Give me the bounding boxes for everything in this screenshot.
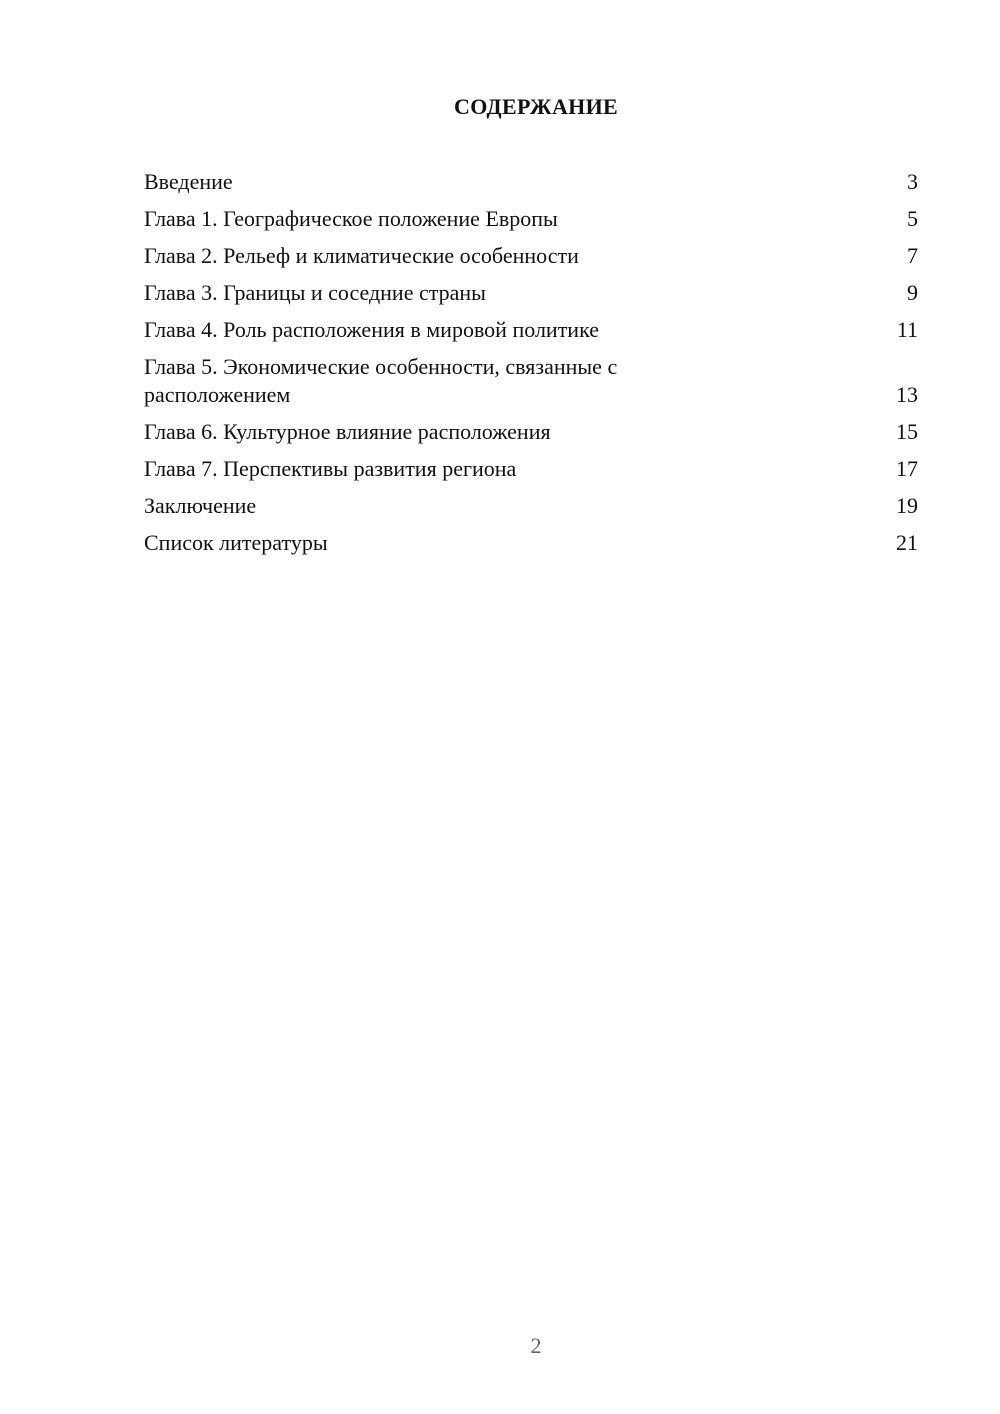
toc-entry-title: Глава 2. Рельеф и климатические особенности [144, 243, 579, 268]
toc-entry-chapter-7[interactable] [144, 455, 918, 483]
toc-entry-title: Глава 3. Границы и соседние страны [144, 280, 486, 305]
toc-entry-page: 17 [896, 456, 918, 481]
toc-entry-title: Глава 6. Культурное влияние расположения [144, 419, 551, 444]
toc-entry-chapter-2[interactable] [144, 242, 918, 270]
toc-entry-page: 15 [896, 419, 918, 444]
toc-entry-title: Введение [144, 169, 233, 194]
toc-entry-page: 21 [896, 530, 918, 555]
toc-entry-title: Глава 1. Географическое положение Европы [144, 206, 558, 231]
page-title: СОДЕРЖАНИЕ [454, 94, 618, 119]
toc-entry-page: 3 [907, 169, 918, 194]
toc-entry-page: 9 [907, 280, 918, 305]
toc-entry-title: Список литературы [144, 530, 328, 555]
table-of-contents [144, 168, 918, 566]
toc-entry-title: Заключение [144, 493, 257, 518]
toc-entry-chapter-4[interactable] [144, 316, 918, 344]
toc-entry-page: 7 [907, 243, 918, 268]
toc-entry-chapter-3[interactable] [144, 279, 918, 307]
toc-entry-page: 13 [896, 382, 918, 407]
toc-entry-references[interactable] [144, 529, 918, 557]
toc-entry-title: Глава 4. Роль расположения в мировой политике [144, 317, 599, 342]
toc-entry-page: 19 [896, 493, 918, 518]
toc-entry-title: Глава 5. Экономические особенности, связанные с расположением [144, 354, 618, 407]
toc-entry-conclusion[interactable] [144, 492, 918, 520]
toc-entry-chapter-6[interactable] [144, 418, 918, 446]
toc-entry-title: Глава 7. Перспективы развития региона [144, 456, 517, 481]
page-number: 2 [530, 1333, 542, 1358]
toc-entry-introduction[interactable] [144, 168, 918, 196]
toc-entry-page: 5 [907, 206, 918, 231]
toc-entry-chapter-1[interactable] [144, 205, 918, 233]
toc-entry-page: 11 [896, 317, 918, 342]
toc-entry-chapter-5[interactable] [144, 353, 918, 409]
